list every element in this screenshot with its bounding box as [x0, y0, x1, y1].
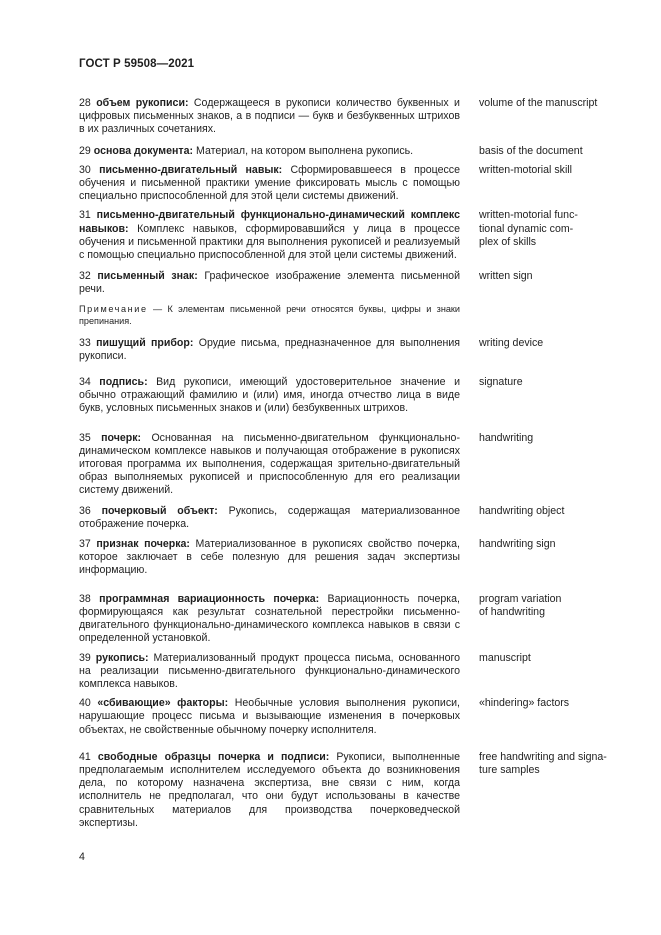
- term-definition: Материализованный продукт процесса письма, основанного на реализации письменно-двигательного функционально-динамического комплекса навыков.: [79, 651, 460, 690]
- term-definition-block: [79, 376, 460, 416]
- term-row: [79, 97, 619, 137]
- term-definition: Сформировавшееся в процессе обучения и письменной практики умение фиксировать мысль с помощью специально приспособленной для этой цели системы движений.: [79, 163, 460, 203]
- term-definition: Вид рукописи, имеющий удостоверительное значение и обычно отражающий фамилию и (или) имя, иногда отчество лица в виде букв, условных письменных знаков и (или) безбуквенных штрихов.: [79, 376, 460, 415]
- term-definition: Рукописи, выполненные предполагаемым исполнителем исследуемого объекта до возникновения дела, по которому назначена экспертиза, вне связи с ним, когда исполнитель не предполагал, что они будут использованы в качестве сравнительных материалов для производства почерковедческой экспертизы.: [79, 750, 460, 829]
- term-entry: [79, 697, 619, 737]
- term-row: [79, 270, 619, 296]
- term-definition: Необычные условия выполнения рукописи, нарушающие процесс письма и вызывающие изменения в почерковых объектах, не свойственные обычному почерку исполнителя.: [79, 697, 460, 736]
- term-entry: [79, 593, 619, 646]
- term-definition-block: [79, 164, 460, 204]
- term-number: 30: [79, 163, 91, 176]
- note-text: — К элементам письменной речи относятся буквы, цифры и знаки препинания.: [79, 303, 460, 326]
- term-row: [79, 652, 619, 692]
- term-entry: [79, 337, 619, 363]
- term-definition: Материал, на котором выполнена рукопись.: [196, 144, 414, 157]
- term-title: письменно-двигательный функционально-динамический комплекс навыков:: [79, 209, 460, 235]
- term-title: «сбивающие» факторы:: [97, 697, 229, 710]
- term-definition-block: [79, 538, 460, 578]
- term-row: [79, 505, 619, 531]
- terms-list: [79, 97, 619, 830]
- term-number: 28: [79, 97, 91, 109]
- term-english-equivalent: basis of the document: [479, 144, 583, 157]
- term-number: 39: [79, 651, 91, 664]
- term-row: [79, 145, 619, 158]
- term-title: основа документа:: [93, 144, 194, 157]
- term-entry: [79, 376, 619, 416]
- term-title: пишущий прибор:: [96, 336, 194, 349]
- term-entry: [79, 270, 619, 326]
- term-note: [79, 303, 460, 327]
- term-row: [79, 337, 619, 363]
- term-definition-block: [79, 593, 460, 646]
- term-definition: Материализованное в рукописях свойство почерка, которое заключает в себе полезную для решения задач экспертизы информацию.: [79, 538, 460, 577]
- term-number: 31: [79, 209, 91, 222]
- term-english-equivalent: written sign: [479, 270, 533, 283]
- term-definition-block: [79, 145, 460, 158]
- term-title: признак почерка:: [96, 538, 190, 551]
- term-number: 29: [79, 144, 91, 157]
- term-row: [79, 697, 619, 737]
- term-title: почерковый объект:: [101, 504, 218, 517]
- term-entry: [79, 164, 619, 204]
- note-label: Примечание: [79, 303, 148, 314]
- standard-designation: ГОСТ Р 59508—2021: [79, 58, 195, 70]
- term-english-equivalent: written-motorial skill: [479, 163, 573, 176]
- term-definition-block: [79, 209, 460, 262]
- term-definition-block: [79, 652, 460, 692]
- term-english-equivalent: free handwriting and signa- ture samples: [479, 750, 607, 776]
- term-definition: Рукопись, содержащая материализованное отображение почерка.: [79, 504, 460, 530]
- term-entry: [79, 538, 619, 578]
- term-title: рукопись:: [95, 651, 149, 664]
- term-title: письменный знак:: [97, 270, 198, 283]
- page-number: 4: [79, 851, 85, 863]
- term-row: [79, 751, 619, 830]
- term-title: письменно-двигательный навык:: [99, 163, 283, 176]
- term-title: объем рукописи:: [96, 97, 189, 109]
- term-definition-block: [79, 270, 460, 296]
- term-entry: [79, 145, 619, 158]
- term-entry: [79, 751, 619, 830]
- term-english-equivalent: handwriting object: [479, 504, 565, 517]
- term-definition: Графическое изображение элемента письменной речи.: [79, 270, 460, 296]
- term-definition: Комплекс навыков, сформировавшийся у лица в процессе обучения и письменной практики для выполнения рукописей и реализуемый с помощью специально приспособленной для этой цели системы движений.: [79, 222, 460, 262]
- term-row: [79, 164, 619, 204]
- term-row: [79, 376, 619, 416]
- term-title: подпись:: [99, 376, 148, 389]
- term-entry: [79, 432, 619, 498]
- term-title: почерк:: [101, 431, 142, 444]
- term-english-equivalent: handwriting sign: [479, 538, 556, 551]
- term-english-equivalent: program variation of handwriting: [479, 592, 562, 618]
- term-title: программная вариационность почерка:: [99, 592, 320, 605]
- term-entry: [79, 209, 619, 262]
- term-english-equivalent: handwriting: [479, 431, 534, 444]
- term-number: 40: [79, 697, 91, 710]
- term-number: 34: [79, 376, 91, 389]
- term-definition-block: [79, 697, 460, 737]
- term-entry: [79, 97, 619, 137]
- term-number: 36: [79, 504, 91, 517]
- term-row: [79, 538, 619, 578]
- term-definition-block: [79, 337, 460, 363]
- term-english-equivalent: volume of the manuscript: [479, 97, 598, 109]
- term-row: [79, 432, 619, 498]
- term-definition: Содержащееся в рукописи количество буквенных и цифровых письменных знаков, а в подписи — букв и безбуквенных штрихов в их различных сочетаниях.: [79, 97, 460, 136]
- term-row: [79, 209, 619, 262]
- term-definition: Орудие письма, предназначенное для выполнения рукописи.: [79, 336, 460, 362]
- term-number: 38: [79, 592, 91, 605]
- term-entry: [79, 505, 619, 531]
- term-number: 33: [79, 336, 91, 349]
- term-number: 41: [79, 750, 91, 763]
- term-english-equivalent: written-motorial func- tional dynamic com- plex of skills: [479, 209, 578, 248]
- term-entry: [79, 652, 619, 692]
- term-english-equivalent: «hindering» factors: [479, 697, 570, 710]
- term-definition-block: [79, 505, 460, 531]
- term-english-equivalent: manuscript: [479, 651, 531, 664]
- term-definition-block: [79, 432, 460, 498]
- term-definition: Основанная на письменно-двигательном функционально-динамическом комплексе навыков и получающая отображение в рукописях итоговая программа их выполнения, содержащая зрительно-двигательный образ выполняемых рукописей и приспособленную для его реализации систему движений.: [79, 431, 460, 497]
- term-number: 35: [79, 431, 91, 444]
- term-number: 37: [79, 538, 91, 551]
- term-definition-block: [79, 751, 460, 830]
- term-english-equivalent: signature: [479, 376, 523, 389]
- term-definition-block: [79, 97, 460, 137]
- term-number: 32: [79, 270, 91, 283]
- term-row: [79, 593, 619, 646]
- term-english-equivalent: writing device: [479, 336, 544, 349]
- term-title: свободные образцы почерка и подписи:: [97, 750, 330, 763]
- term-definition: Вариационность почерка, формирующаяся как результат сознательной перестройки письменно-двигательного функционально-динамического комплекса навыков в связи с определенной установкой.: [79, 592, 460, 645]
